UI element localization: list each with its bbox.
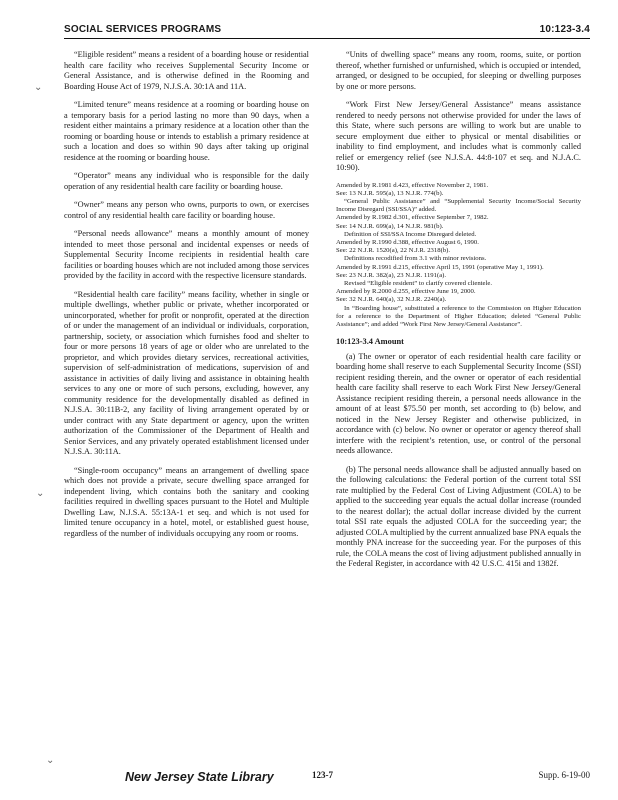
left-column [64, 50, 309, 547]
definition-paragraph: “Single-room occupancy” means an arrangement of dwelling space which does not provide a private, secure dwelling space arranged for independent living, which contains both the sanitary and cooking facilities required in dwelling spaces pursuant to the Hotel and Multiple Dwelling Law, N.J.S.A. 55:13A-1 et seq. and which is not used for limited tenure occupancy in a hotel, motel, or established guest house, regardless of the number of individuals occupying any room or rooms. [64, 465, 309, 538]
annotation-line: In “Boarding house”, substituted a reference to the Commission on Higher Education for a reference to the Department of Higher Education; deleted “General Public Assistance”; and added “Work First New Jersey/General Assistance”. [336, 304, 581, 328]
annotation-line: Definition of SSI/SSA Income Disregard deleted. [344, 230, 477, 238]
annotation-line: Amended by R.1982 d.301, effective September 7, 1982. [336, 214, 489, 222]
library-stamp: New Jersey State Library [125, 770, 274, 784]
margin-check-mark: ⌄ [46, 755, 55, 766]
definition-paragraph: “Residential health care facility” means facility, whether in single or multiple dwellings, whether public or private, whether incorporated or unincorporated, whether for profit or nonprofit, operated at the direction of or under the management of an individual or individuals, corporation, partnership, society, or association which furnishes food and shelter to four or more persons 18 years of age or older who are unrelated to the proprietor, and which provides dietary services, recreational activities, supervision of self-administration of medications, supervision of and assistance in activities of daily living and assistance in obtaining health services to any one or more of such persons, excluding, however, any community residence for the developmentally disabled as defined in N.J.S.A. 30:11B-2, any facility of living arrangement operated by or under contract with any State department or agency, upon the written authorization of the Commissioner of the Department of Health and Senior Services, and any privately operated establishment licensed under N.J.S.A. 30:11A. [64, 289, 309, 456]
definition-paragraph: “Personal needs allowance” means a monthly amount of money intended to meet those personal and incidental expenses or needs of Supplemental Security Income recipients in residential health care facilities or boarding houses which are not included among those services provided by the facility in accord with the respective licensure standards. [64, 229, 309, 280]
margin-check-mark: ⌄ [34, 82, 43, 93]
definition-paragraph: “Limited tenure” means residence at a rooming or boarding house on a temporary basis for a period lasting no more than 90 days, when a resident either maintains a primary residence at a location other than the rooming or boarding house or intends to establish a primary residence at such a location and does so within 90 days after taking up original residence at the rooming or boarding house. [64, 100, 309, 162]
supplement-date: Supp. 6-19-00 [538, 770, 590, 780]
annotation-line: See: 13 N.J.R. 595(a), 13 N.J.R. 774(b). [336, 189, 444, 197]
section-heading: 10:123-3.4 Amount [336, 337, 404, 347]
annotation-line: Revised “Eligible resident” to clarify covered clientele. [344, 279, 492, 287]
section-paragraph: (b) The personal needs allowance shall be adjusted annually based on the following calculations: the Federal portion of the current total SSI rate multiplied by the Federal Cost of Living Adjustment (COLA) to be applied to the succeeding year equals the actual dollar increase (rounded to the nearest dollar); the actual dollar increase divided by the current total SSI rate equals the adjusted COLA for the succeeding year; the adjusted COLA multiplied by the current annualized base PNA equals the monthly PNA increase for the succeeding year. For the purposes of this rule, the COLA means the cost of living adjustment published annually in the Federal Register, in accordance with 42 U.S.C. 415i and 1382f. [336, 464, 581, 569]
definition-paragraph: “Owner” means any person who owns, purports to own, or exercises control of any residential health care facility or boarding house. [64, 200, 309, 220]
annotation-line: Amended by R.2000 d.255, effective June 19, 2000. [336, 288, 476, 296]
page-number: 123-7 [312, 770, 333, 780]
annotation-line: Amended by R.1990 d.388, effective August 6, 1990. [336, 238, 479, 246]
section-paragraph: (a) The owner or operator of each residential health care facility or boarding home shall reserve to each Supplemental Security Income (SSI) recipient residing therein, and the owner or operator of each residential health care facility shall reserve to each Work First New Jersey/General Assistance recipient residing therein, a personal needs allowance in the amount of at least $75.50 per month, set according to (b) below, and noticed in the New Jersey Register and otherwise publicized, in accordance with (c) below. No owner or operator or agency thereof shall interfere with the recipient’s retention, use, or control of the personal needs allowance. [336, 351, 581, 456]
running-header [64, 24, 590, 35]
header-rule [64, 38, 590, 39]
definition-paragraph: “Eligible resident” means a resident of a boarding house or residential health care facility who receives Supplemental Security Income or General Assistance, and is otherwise defined in the Rooming and Boarding House Act of 1979, N.J.S.A. 30:1A and 11A. [64, 50, 309, 91]
annotation-line: Definitions recodified from 3.1 with minor revisions. [344, 255, 487, 263]
right-column [336, 50, 581, 578]
definition-paragraph: “Operator” means any individual who is responsible for the daily operation of any residential health care facility or boarding house. [64, 171, 309, 191]
header-title: SOCIAL SERVICES PROGRAMS [64, 24, 222, 35]
annotation-line: See: 23 N.J.R. 382(a), 23 N.J.R. 1191(a). [336, 271, 447, 279]
source-annotations [336, 182, 581, 330]
definition-paragraph: “Units of dwelling space” means any room, rooms, suite, or portion thereof, whether furnished or unfurnished, which is occupied or intended, arranged, or designed to be occupied, for sleeping or dwelling purposes by one or more persons. [336, 50, 581, 91]
definition-paragraph: “Work First New Jersey/General Assistance” means assistance rendered to needy persons not otherwise provided for under the laws of this State, where such persons are willing to work but are unable to secure employment due either to physical or mental disabilities or inability to find employment, and includes what is commonly called relief or emergency relief (see N.J.S.A. 44:8-107 et seq. and N.J.A.C. 10:90). [336, 100, 581, 172]
annotation-line: “General Public Assistance” and “Supplemental Security Income/Social Security Income Disregard (SSI/SSA)” added. [336, 197, 581, 214]
annotation-line: Amended by R.1991 d.215, effective April 15, 1991 (operative May 1, 1991). [336, 263, 544, 271]
annotation-line: See: 32 N.J.R. 640(a), 32 N.J.R. 2240(a). [336, 296, 447, 304]
annotation-line: See: 22 N.J.R. 1520(a), 22 N.J.R. 2318(b). [336, 247, 451, 255]
annotation-line: Amended by R.1981 d.423, effective November 2, 1981. [336, 181, 489, 189]
margin-check-mark: ⌄ [36, 488, 45, 499]
header-section-number: 10:123-3.4 [539, 24, 590, 35]
annotation-line: See: 14 N.J.R. 699(a), 14 N.J.R. 981(b). [336, 222, 444, 230]
